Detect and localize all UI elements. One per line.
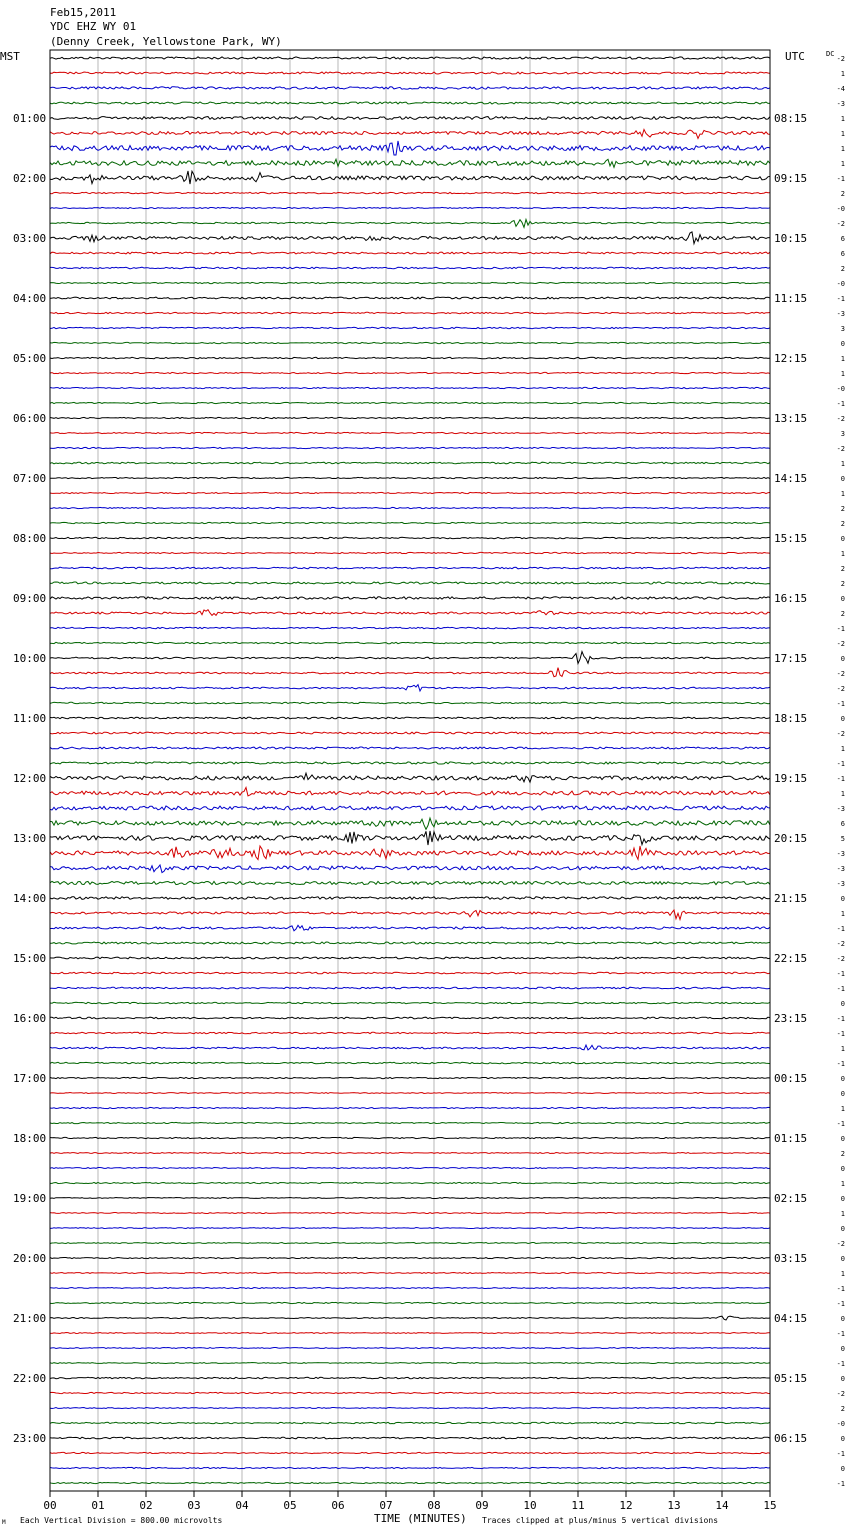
- seismic-trace: [50, 865, 770, 873]
- seismic-trace: [50, 1408, 770, 1409]
- seismic-trace: [50, 881, 770, 884]
- x-tick-label: 10: [523, 1499, 537, 1512]
- clip-note: Traces clipped at plus/minus 5 vertical divisions: [482, 1516, 719, 1525]
- hour-label-utc: 15:15: [774, 532, 808, 545]
- dc-offset-label: 1: [840, 145, 845, 153]
- x-axis-label: TIME (MINUTES): [374, 1512, 467, 1525]
- hour-label-mst: 05:00: [13, 352, 47, 365]
- dc-offset-label: 1: [840, 115, 845, 123]
- dc-offset-label: -1: [836, 970, 845, 978]
- seismic-trace: [50, 1077, 770, 1078]
- hour-label-utc: 11:15: [774, 292, 808, 305]
- seismic-trace: [50, 1122, 770, 1123]
- seismic-trace: [50, 432, 770, 433]
- seismic-trace: [50, 1333, 770, 1334]
- seismic-trace: [50, 597, 770, 599]
- hour-label-mst: 14:00: [13, 892, 47, 905]
- right-axis-title: UTC: [785, 50, 805, 63]
- x-tick-label: 15: [763, 1499, 777, 1512]
- seismic-trace: [50, 642, 770, 643]
- x-tick-label: 11: [571, 1499, 585, 1512]
- dc-offset-label: 1: [840, 790, 845, 798]
- dc-offset-label: -0: [836, 205, 845, 213]
- seismic-trace: [50, 957, 770, 959]
- dc-offset-label: 0: [840, 1375, 845, 1383]
- dc-offset-label: -1: [836, 985, 845, 993]
- dc-offset-label: -1: [836, 700, 845, 708]
- dc-offset-label: -2: [836, 1390, 845, 1398]
- dc-offset-label: -3: [836, 850, 845, 858]
- seismic-trace: [50, 747, 770, 749]
- seismic-trace: [50, 1017, 770, 1019]
- seismic-trace: [50, 1045, 770, 1050]
- seismic-trace: [50, 492, 770, 493]
- dc-offset-label: 1: [840, 130, 845, 138]
- dc-offset-label: 1: [840, 1210, 845, 1218]
- hour-label-mst: 19:00: [13, 1192, 47, 1205]
- seismic-trace: [50, 507, 770, 508]
- dc-offset-label: -4: [836, 85, 845, 93]
- dc-offset-label: 0: [840, 535, 845, 543]
- dc-offset-label: -1: [836, 1285, 845, 1293]
- dc-offset-label: -0: [836, 1420, 845, 1428]
- hour-label-utc: 00:15: [774, 1072, 808, 1085]
- hour-label-mst: 01:00: [13, 112, 47, 125]
- dc-offset-label: -2: [836, 730, 845, 738]
- dc-offset-label: -1: [836, 1480, 845, 1488]
- dc-offset-label: 6: [840, 235, 845, 243]
- hour-label-utc: 06:15: [774, 1432, 808, 1445]
- seismic-trace: [50, 762, 770, 764]
- dc-offset-label: -1: [836, 1450, 845, 1458]
- seismic-trace: [50, 1198, 770, 1199]
- hour-label-utc: 08:15: [774, 112, 808, 125]
- plot-frame: [50, 50, 770, 1491]
- seismic-trace: [50, 1093, 770, 1094]
- dc-offset-label: 2: [840, 265, 845, 273]
- hour-label-utc: 16:15: [774, 592, 808, 605]
- x-tick-label: 01: [91, 1499, 105, 1512]
- dc-offset-label: 1: [840, 1270, 845, 1278]
- x-tick-label: 09: [475, 1499, 489, 1512]
- seismic-trace: [50, 171, 770, 184]
- dc-offset-label: 0: [840, 1225, 845, 1233]
- dc-offset-label: -1: [836, 1030, 845, 1038]
- dc-offset-label: -3: [836, 805, 845, 813]
- dc-offset-label: -1: [836, 760, 845, 768]
- seismic-trace: [50, 702, 770, 703]
- seismic-trace: [50, 537, 770, 538]
- seismic-trace: [50, 477, 770, 478]
- seismic-trace: [50, 925, 770, 931]
- dc-offset-label: -1: [836, 625, 845, 633]
- hour-label-utc: 04:15: [774, 1312, 808, 1325]
- x-tick-label: 08: [427, 1499, 441, 1512]
- x-tick-label: 14: [715, 1499, 729, 1512]
- x-tick-label: 06: [331, 1499, 345, 1512]
- hour-label-mst: 17:00: [13, 1072, 47, 1085]
- seismic-trace: [50, 652, 770, 664]
- hour-label-mst: 12:00: [13, 772, 47, 785]
- dc-offset-label: -2: [836, 55, 845, 63]
- seismic-trace: [50, 130, 770, 139]
- dc-offset-label: 0: [840, 1435, 845, 1443]
- seismic-trace: [50, 1243, 770, 1244]
- dc-offset-label: 0: [840, 1345, 845, 1353]
- hour-label-utc: 22:15: [774, 952, 808, 965]
- seismic-trace: [50, 1377, 770, 1378]
- scale-note: Each Vertical Division = 800.00 microvolts: [20, 1516, 223, 1525]
- seismic-trace: [50, 327, 770, 328]
- hour-label-utc: 01:15: [774, 1132, 808, 1145]
- hour-label-mst: 11:00: [13, 712, 47, 725]
- dc-offset-label: -2: [836, 685, 845, 693]
- dc-offset-label: 0: [840, 595, 845, 603]
- seismic-trace: [50, 102, 770, 104]
- seismic-trace: [50, 1316, 770, 1320]
- dc-offset-label: -2: [836, 640, 845, 648]
- seismic-trace: [50, 417, 770, 418]
- x-tick-label: 04: [235, 1499, 249, 1512]
- seismic-trace: [50, 192, 770, 193]
- dc-offset-label: 0: [840, 895, 845, 903]
- seismic-trace: [50, 297, 770, 299]
- seismic-trace: [50, 1288, 770, 1289]
- dc-offset-label: -1: [836, 775, 845, 783]
- seismic-trace: [50, 732, 770, 734]
- hour-label-utc: 09:15: [774, 172, 808, 185]
- hour-label-mst: 09:00: [13, 592, 47, 605]
- dc-offset-label: 1: [840, 1180, 845, 1188]
- seismic-trace: [50, 1452, 770, 1453]
- dc-offset-label: -3: [836, 880, 845, 888]
- hour-label-mst: 20:00: [13, 1252, 47, 1265]
- seismic-trace: [50, 357, 770, 358]
- dc-offset-label: 0: [840, 1135, 845, 1143]
- dc-offset-label: 0: [840, 655, 845, 663]
- plot-header: [50, 6, 282, 48]
- seismic-trace: [50, 1002, 770, 1003]
- seismic-trace: [50, 1107, 770, 1108]
- dc-offset-label: 1: [840, 1105, 845, 1113]
- dc-offset-label: 0: [840, 475, 845, 483]
- dc-offset-label: 2: [840, 580, 845, 588]
- dc-offset-label: -1: [836, 1060, 845, 1068]
- dc-offset-label: 6: [840, 250, 845, 258]
- hour-label-utc: 02:15: [774, 1192, 808, 1205]
- seismic-trace: [50, 987, 770, 989]
- seismic-trace: [50, 252, 770, 254]
- seismic-trace: [50, 1032, 770, 1033]
- hour-label-mst: 02:00: [13, 172, 47, 185]
- dc-offset-label: 1: [840, 1045, 845, 1053]
- seismic-trace: [50, 117, 770, 120]
- seismic-trace: [50, 897, 770, 900]
- seismic-trace: [50, 1213, 770, 1214]
- dc-offset-label: -2: [836, 940, 845, 948]
- dc-offset-label: 2: [840, 565, 845, 573]
- dc-offset-label: 2: [840, 190, 845, 198]
- seismic-trace: [50, 141, 770, 155]
- x-tick-label: 13: [667, 1499, 681, 1512]
- dc-offset-label: -2: [836, 220, 845, 228]
- seismic-trace: [50, 972, 770, 974]
- hour-label-mst: 13:00: [13, 832, 47, 845]
- hour-label-utc: 18:15: [774, 712, 808, 725]
- seismic-trace: [50, 552, 770, 553]
- dc-offset-label: 0: [840, 715, 845, 723]
- hour-label-utc: 14:15: [774, 472, 808, 485]
- dc-offset-label: -3: [836, 865, 845, 873]
- seismic-trace: [50, 910, 770, 920]
- hour-label-utc: 19:15: [774, 772, 808, 785]
- dc-offset-label: 2: [840, 610, 845, 618]
- hour-label-mst: 03:00: [13, 232, 47, 245]
- seismic-trace: [50, 788, 770, 796]
- hour-label-mst: 16:00: [13, 1012, 47, 1025]
- dc-offset-label: -3: [836, 310, 845, 318]
- dc-offset-label: -2: [836, 415, 845, 423]
- seismic-trace: [50, 72, 770, 74]
- hour-label-mst: 15:00: [13, 952, 47, 965]
- seismic-trace: [50, 220, 770, 228]
- seismic-trace: [50, 462, 770, 464]
- seismic-trace: [50, 818, 770, 829]
- seismic-trace: [50, 87, 770, 89]
- seismic-trace: [50, 402, 770, 403]
- dc-offset-label: 0: [840, 1165, 845, 1173]
- dc-offset-label: 0: [840, 1315, 845, 1323]
- dc-offset-label: 2: [840, 505, 845, 513]
- dc-offset-label: -1: [836, 295, 845, 303]
- hour-label-utc: 17:15: [774, 652, 808, 665]
- dc-offset-label: 1: [840, 160, 845, 168]
- seismic-trace: [50, 717, 770, 719]
- seismic-trace: [50, 447, 770, 448]
- dc-offset-label: -2: [836, 955, 845, 963]
- hour-label-utc: 13:15: [774, 412, 808, 425]
- hour-label-utc: 12:15: [774, 352, 808, 365]
- seismic-trace: [50, 522, 770, 523]
- seismic-trace: [50, 312, 770, 313]
- hour-label-utc: 05:15: [774, 1372, 808, 1385]
- x-tick-label: 07: [379, 1499, 393, 1512]
- x-axis-ticks: [43, 1491, 776, 1512]
- dc-offset-label: 0: [840, 1465, 845, 1473]
- hour-label-utc: 10:15: [774, 232, 808, 245]
- hour-label-mst: 18:00: [13, 1132, 47, 1145]
- hour-label-utc: 20:15: [774, 832, 808, 845]
- seismic-trace: [50, 685, 770, 691]
- dc-offset-label: 1: [840, 355, 845, 363]
- seismic-trace: [50, 610, 770, 616]
- hour-label-mst: 06:00: [13, 412, 47, 425]
- seismic-trace: [50, 342, 770, 343]
- seismic-trace: [50, 1182, 770, 1183]
- dc-offset-label: 2: [840, 1405, 845, 1413]
- seismic-trace: [50, 846, 770, 860]
- dc-offset-label: -1: [836, 925, 845, 933]
- dc-offset-label: 1: [840, 460, 845, 468]
- seismic-trace: [50, 806, 770, 810]
- hour-label-utc: 03:15: [774, 1252, 808, 1265]
- seismic-trace: [50, 387, 770, 388]
- hour-label-mst: 08:00: [13, 532, 47, 545]
- seismic-traces: [50, 57, 770, 1484]
- seismic-trace: [50, 1422, 770, 1423]
- dc-offset-label: 0: [840, 1000, 845, 1008]
- dc-offset-label: 1: [840, 745, 845, 753]
- dc-offset-label: 5: [840, 835, 845, 843]
- hour-label-mst: 10:00: [13, 652, 47, 665]
- seismic-trace: [50, 582, 770, 584]
- seismic-trace: [50, 1257, 770, 1258]
- dc-offset-label: 0: [840, 340, 845, 348]
- seismic-trace: [50, 1273, 770, 1274]
- x-tick-label: 12: [619, 1499, 633, 1512]
- seismic-trace: [50, 207, 770, 208]
- dc-offset-label: -1: [836, 1360, 845, 1368]
- dc-offset-label: -1: [836, 1015, 845, 1023]
- minute-gridlines: [98, 50, 722, 1491]
- seismic-trace: [50, 1467, 770, 1468]
- dc-offset-label: -0: [836, 385, 845, 393]
- dc-offset-label: 6: [840, 820, 845, 828]
- dc-offset-label: 0: [840, 1090, 845, 1098]
- dc-offset-label: -2: [836, 1240, 845, 1248]
- dc-offset-label: 2: [840, 1150, 845, 1158]
- hour-label-mst: 23:00: [13, 1432, 47, 1445]
- seismic-trace: [50, 1228, 770, 1229]
- seismic-trace: [50, 267, 770, 269]
- dc-offset-label: 0: [840, 1255, 845, 1263]
- seismic-trace: [50, 942, 770, 944]
- hour-label-utc: 23:15: [774, 1012, 808, 1025]
- seismic-trace: [50, 159, 770, 167]
- dc-offset-label: -1: [836, 1120, 845, 1128]
- seismic-trace: [50, 57, 770, 59]
- seismic-trace: [50, 1482, 770, 1483]
- dc-offset-label: -1: [836, 175, 845, 183]
- dc-offset-label: -2: [836, 445, 845, 453]
- dc-offset-label: -1: [836, 400, 845, 408]
- dc-offset-labels: [837, 55, 845, 1488]
- seismic-trace: [50, 1302, 770, 1303]
- seismic-trace: [50, 1168, 770, 1169]
- dc-offset-label: 3: [840, 325, 845, 333]
- dc-offset-label: 1: [840, 370, 845, 378]
- dc-offset-label: -1: [836, 1330, 845, 1338]
- station-label: YDC EHZ WY 01: [50, 20, 137, 33]
- hour-label-mst: 04:00: [13, 292, 47, 305]
- x-tick-label: 03: [187, 1499, 201, 1512]
- location-label: (Denny Creek, Yellowstone Park, WY): [50, 35, 282, 48]
- x-tick-label: 05: [283, 1499, 297, 1512]
- seismic-trace: [50, 627, 770, 628]
- seismic-trace: [50, 1437, 770, 1439]
- dc-label: DC: [826, 50, 835, 58]
- dc-offset-label: 0: [840, 1075, 845, 1083]
- x-tick-label: 02: [139, 1499, 153, 1512]
- seismic-trace: [50, 773, 770, 782]
- seismic-trace: [50, 1348, 770, 1349]
- seismic-trace: [50, 1153, 770, 1154]
- corner-mark: M: [2, 1519, 6, 1526]
- dc-offset-label: -3: [836, 100, 845, 108]
- seismic-trace: [50, 668, 770, 677]
- seismic-trace: [50, 1363, 770, 1364]
- hour-label-mst: 22:00: [13, 1372, 47, 1385]
- hour-label-mst: 21:00: [13, 1312, 47, 1325]
- dc-offset-label: 2: [840, 520, 845, 528]
- dc-offset-label: -1: [836, 1300, 845, 1308]
- seismic-trace: [50, 831, 770, 845]
- left-axis-title: MST: [0, 50, 20, 63]
- seismic-trace: [50, 1137, 770, 1138]
- dc-offset-label: 1: [840, 70, 845, 78]
- seismic-trace: [50, 1392, 770, 1393]
- seismic-trace: [50, 1062, 770, 1063]
- dc-offset-label: 1: [840, 910, 845, 918]
- dc-offset-label: 1: [840, 550, 845, 558]
- hour-label-utc: 21:15: [774, 892, 808, 905]
- seismic-trace: [50, 372, 770, 373]
- date-label: Feb15,2011: [50, 6, 117, 19]
- dc-offset-label: -2: [836, 670, 845, 678]
- x-tick-label: 00: [43, 1499, 57, 1512]
- dc-offset-label: 1: [840, 490, 845, 498]
- seismic-trace: [50, 282, 770, 283]
- seismic-trace: [50, 232, 770, 244]
- dc-offset-label: -0: [836, 280, 845, 288]
- dc-offset-label: 0: [840, 1195, 845, 1203]
- seismic-trace: [50, 567, 770, 569]
- hour-label-mst: 07:00: [13, 472, 47, 485]
- dc-offset-label: 3: [840, 430, 845, 438]
